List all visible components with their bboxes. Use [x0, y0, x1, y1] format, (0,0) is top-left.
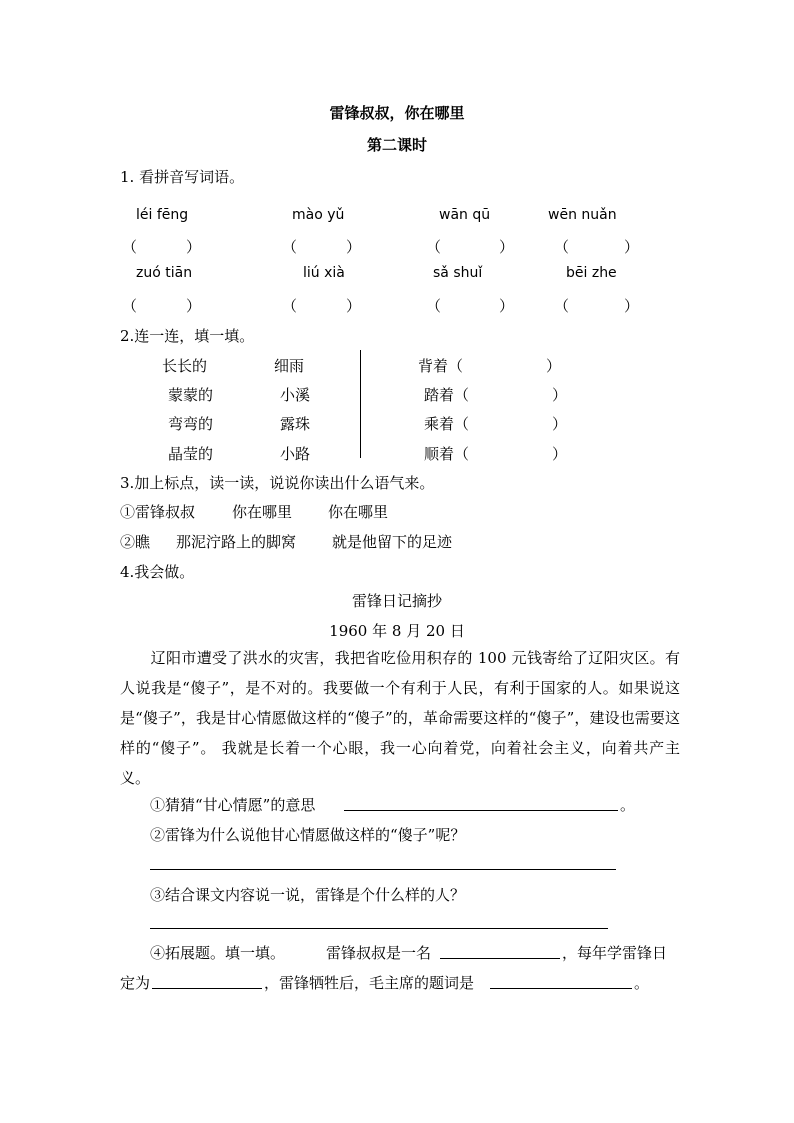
paren-open: （ — [282, 297, 298, 315]
q3-line2-part: 就是他留下的足迹 — [332, 533, 453, 551]
q3-line1-part: 你在哪里 — [328, 503, 389, 521]
answer-line — [344, 810, 618, 811]
paren-close: ） — [346, 297, 362, 315]
q2-right-close: ） — [552, 445, 568, 463]
pinyin-item: wān qū — [439, 207, 491, 223]
paren-open: （ — [282, 238, 298, 256]
q4-heading: 4.我会做。 — [120, 563, 195, 581]
q2-right-close: ） — [552, 415, 568, 433]
answer-line — [152, 988, 262, 989]
pinyin-item: zuó tiān — [136, 265, 193, 281]
sub-question-4-text: ，每年学雷锋日 — [562, 944, 668, 962]
q2-mid-item: 细雨 — [274, 357, 305, 375]
paren-open: （ — [554, 297, 570, 315]
sub-question-4-end: 。 — [634, 974, 650, 992]
q1-heading: 1. 看拼音写词语。 — [120, 168, 245, 186]
q2-right-item: 顺着（ — [424, 445, 470, 463]
paren-close: ） — [624, 297, 640, 315]
pinyin-item: mào yǔ — [292, 207, 345, 223]
paren-close: ） — [186, 297, 202, 315]
sub-question-2: ②雷锋为什么说他甘心情愿做这样的“傻子”呢？ — [150, 826, 466, 844]
q2-mid-item: 小路 — [280, 445, 311, 463]
paren-open: （ — [554, 238, 570, 256]
pinyin-item: wēn nuǎn — [548, 207, 617, 223]
q2-right-close: ） — [546, 357, 562, 375]
q2-right-close: ） — [552, 386, 568, 404]
q2-left-item: 长长的 — [162, 357, 208, 375]
diary-title: 雷锋日记摘抄 — [351, 592, 442, 610]
q2-heading: 2.连一连，填一填。 — [120, 327, 255, 345]
q3-line2-part: 那泥泞路上的脚窝 — [176, 533, 297, 551]
answer-line — [440, 958, 560, 959]
paren-close: ） — [499, 297, 515, 315]
paren-open: （ — [122, 238, 138, 256]
paren-close: ） — [346, 238, 362, 256]
sub-question-4-text: 定为 — [120, 974, 151, 992]
q3-line2-part: ②瞧 — [120, 533, 151, 551]
q2-left-item: 弯弯的 — [168, 415, 214, 433]
pinyin-item: léi fēng — [136, 207, 189, 223]
page-title: 雷锋叔叔，你在哪里 — [329, 104, 465, 122]
q2-mid-item: 露珠 — [280, 415, 311, 433]
q2-right-item: 背着（ — [418, 357, 464, 375]
sub-question-1-end: 。 — [620, 796, 636, 814]
paren-open: （ — [122, 297, 138, 315]
sub-question-4: ④拓展题。填一填。 — [150, 944, 286, 962]
q2-mid-item: 小溪 — [280, 386, 311, 404]
answer-line — [490, 988, 632, 989]
diary-passage: 辽阳市遭受了洪水的灾害，我把省吃俭用积存的 100 元钱寄给了辽阳灾区。有人说我是“傻子”，是不对的。我要做一个有利于人民，有利于国家的人。如果说这是“傻子”，我是甘心情愿做这样的“傻子”的，革命需要这样的“傻子”，建设也需要这样的“傻子”。 我就是长着一个心眼，我一心向着党，向着社会主义，向着共产主义。 — [120, 649, 680, 787]
q2-left-item: 晶莹的 — [168, 445, 214, 463]
q2-right-item: 乘着（ — [424, 415, 470, 433]
paren-close: ） — [499, 238, 515, 256]
sub-question-1: ①猜猜“甘心情愿”的意思 — [150, 796, 316, 814]
q2-right-item: 踏着（ — [424, 386, 470, 404]
sub-question-4-text: ，雷锋牺牲后，毛主席的题词是 — [264, 974, 475, 992]
answer-line — [150, 869, 616, 870]
paren-open: （ — [426, 238, 442, 256]
sub-question-4-text: 雷锋叔叔是一名 — [326, 944, 432, 962]
pinyin-item: bēi zhe — [566, 265, 617, 281]
answer-line — [150, 928, 608, 929]
pinyin-item: sǎ shuǐ — [433, 265, 483, 281]
sub-question-3: ③结合课文内容说一说，雷锋是个什么样的人？ — [150, 886, 466, 904]
column-divider — [360, 350, 361, 458]
q3-line1-part: ①雷锋叔叔 — [120, 503, 196, 521]
q2-left-item: 蒙蒙的 — [168, 386, 214, 404]
page-subtitle: 第二课时 — [366, 136, 427, 154]
paren-close: ） — [186, 238, 202, 256]
diary-date: 1960 年 8 月 20 日 — [329, 622, 465, 640]
q3-line1-part: 你在哪里 — [232, 503, 293, 521]
q3-heading: 3.加上标点，读一读，说说你读出什么语气来。 — [120, 474, 435, 492]
paren-close: ） — [624, 238, 640, 256]
pinyin-item: liú xià — [303, 265, 345, 281]
paren-open: （ — [426, 297, 442, 315]
